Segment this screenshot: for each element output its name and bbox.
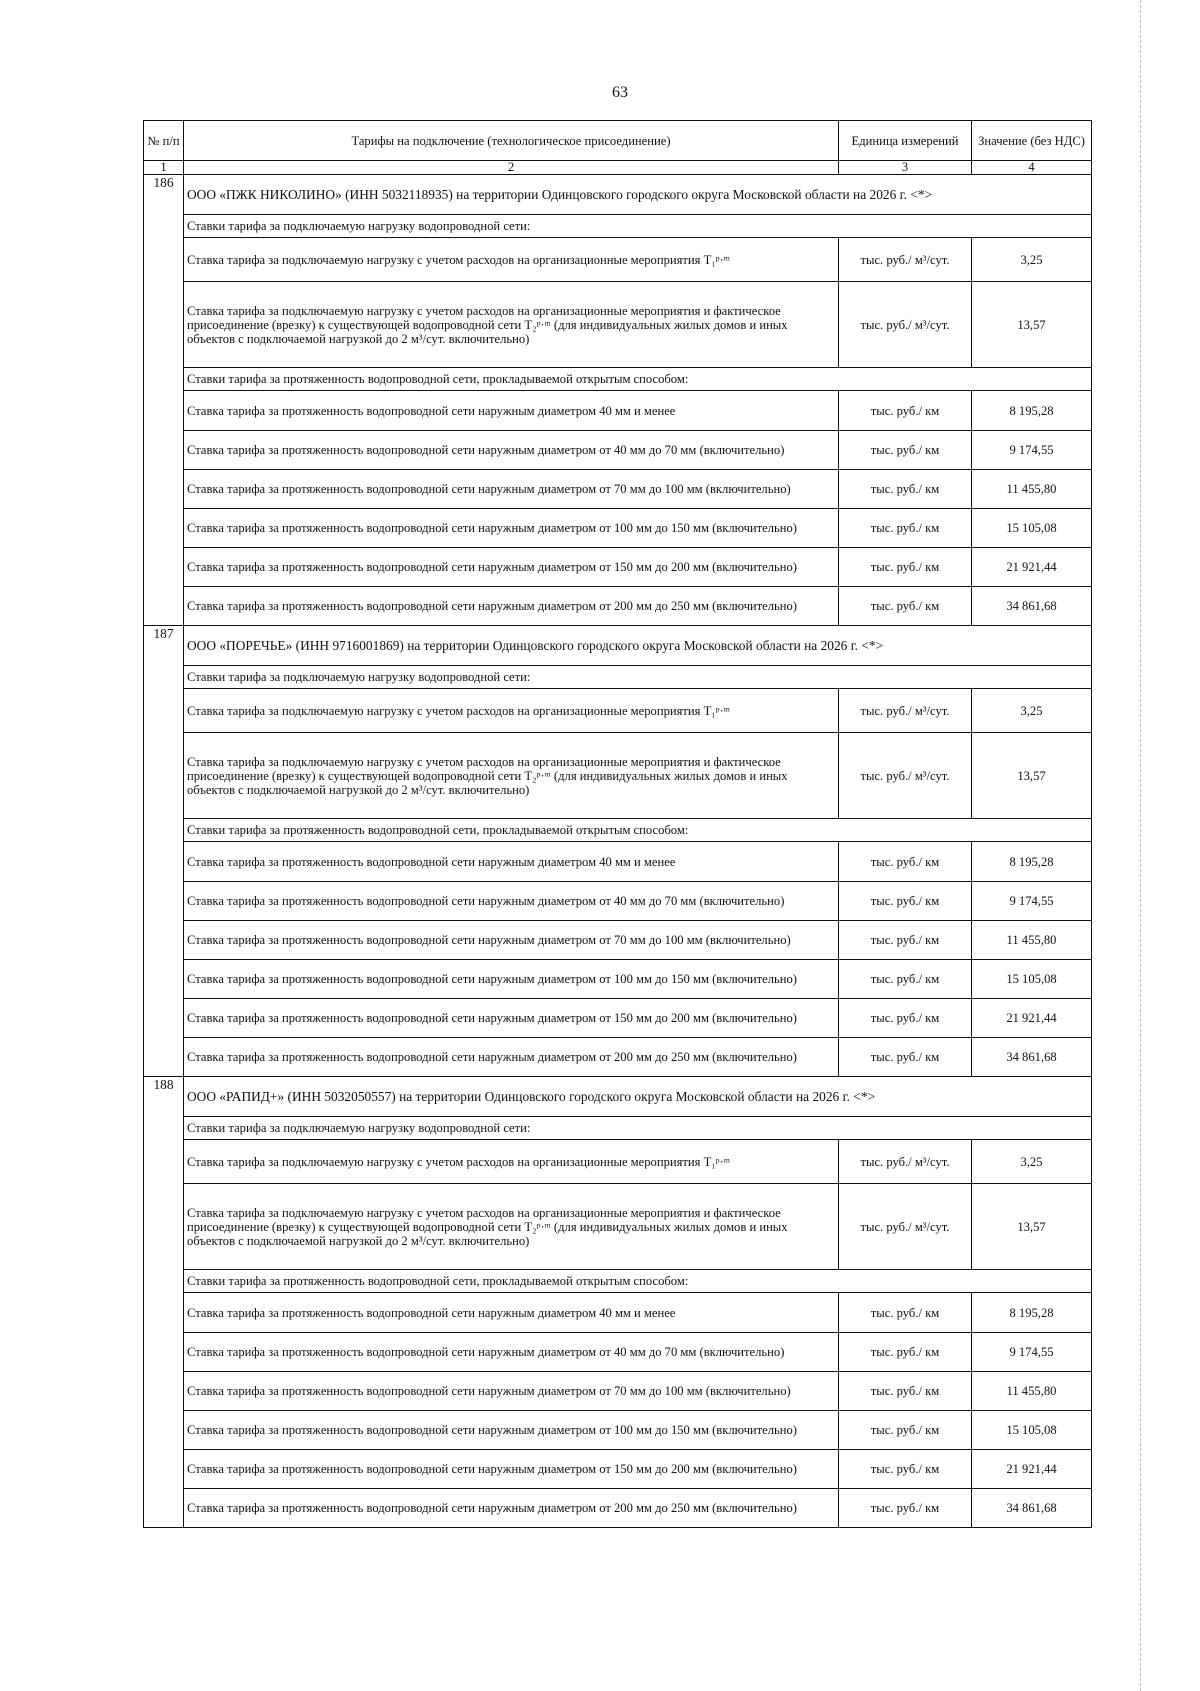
tariff-value: 13,57 (972, 733, 1092, 819)
section-load-title: Ставки тарифа за подключаемую нагрузку водопроводной сети: (184, 1117, 1092, 1140)
org-title: ООО «ПЖК НИКОЛИНО» (ИНН 5032118935) на территории Одинцовского городского округа Московской области на 2026 г. <*> (184, 175, 1092, 215)
tariff-value: 8 195,28 (972, 1293, 1092, 1333)
index-3: 3 (839, 161, 972, 175)
section-length-title: Ставки тарифа за протяженность водопроводной сети, прокладываемой открытым способом: (184, 819, 1092, 842)
table-row (144, 921, 1092, 960)
header-value: Значение (без НДС) (972, 121, 1092, 161)
table-row (144, 587, 1092, 626)
tariff-value: 15 105,08 (972, 509, 1092, 548)
tariff-value: 11 455,80 (972, 470, 1092, 509)
table-row (144, 1489, 1092, 1528)
tariff-description: Ставка тарифа за протяженность водопроводной сети наружным диаметром от 150 мм до 200 мм (включительно) (184, 1450, 839, 1489)
section-length-title: Ставки тарифа за протяженность водопроводной сети, прокладываемой открытым способом: (184, 368, 1092, 391)
page-number: 63 (612, 84, 628, 101)
tariff-value: 15 105,08 (972, 1411, 1092, 1450)
section-row (144, 368, 1092, 391)
table-row (144, 391, 1092, 431)
tariff-description: Ставка тарифа за подключаемую нагрузку с учетом расходов на организационные мероприятия T₁ᵖ·ᵐ (184, 238, 839, 282)
tariff-description: Ставка тарифа за протяженность водопроводной сети наружным диаметром от 200 мм до 250 мм (включительно) (184, 587, 839, 626)
table-row (144, 1411, 1092, 1450)
group-number: 186 (144, 175, 184, 626)
tariff-value: 15 105,08 (972, 960, 1092, 999)
tariff-value: 9 174,55 (972, 1333, 1092, 1372)
scan-edge-marks (1140, 0, 1143, 1691)
tariff-value: 13,57 (972, 1184, 1092, 1270)
table-row (144, 548, 1092, 587)
tariff-description: Ставка тарифа за протяженность водопроводной сети наружным диаметром от 200 мм до 250 мм (включительно) (184, 1489, 839, 1528)
table-row (144, 1372, 1092, 1411)
tariff-description: Ставка тарифа за протяженность водопроводной сети наружным диаметром от 100 мм до 150 мм (включительно) (184, 1411, 839, 1450)
tariff-unit: тыс. руб./ м³/сут. (839, 282, 972, 368)
tariff-value: 34 861,68 (972, 1489, 1092, 1528)
tariff-description: Ставка тарифа за протяженность водопроводной сети наружным диаметром от 40 мм до 70 мм (включительно) (184, 882, 839, 921)
tariff-value: 8 195,28 (972, 391, 1092, 431)
tariff-unit: тыс. руб./ км (839, 921, 972, 960)
tariff-unit: тыс. руб./ км (839, 1333, 972, 1372)
tariff-description: Ставка тарифа за протяженность водопроводной сети наружным диаметром от 70 мм до 100 мм (включительно) (184, 470, 839, 509)
tariff-value: 9 174,55 (972, 431, 1092, 470)
tariff-description: Ставка тарифа за подключаемую нагрузку с учетом расходов на организационные мероприятия T₁ᵖ·ᵐ (184, 689, 839, 733)
tariff-unit: тыс. руб./ км (839, 842, 972, 882)
table-row (144, 1293, 1092, 1333)
tariff-description: Ставка тарифа за протяженность водопроводной сети наружным диаметром от 40 мм до 70 мм (включительно) (184, 1333, 839, 1372)
tariff-unit: тыс. руб./ км (839, 391, 972, 431)
tariff-description: Ставка тарифа за протяженность водопроводной сети наружным диаметром от 100 мм до 150 мм (включительно) (184, 960, 839, 999)
table-row (144, 733, 1092, 819)
table-row (144, 842, 1092, 882)
group-number: 187 (144, 626, 184, 1077)
tariff-value: 3,25 (972, 1140, 1092, 1184)
tariff-unit: тыс. руб./ км (839, 999, 972, 1038)
tariff-value: 3,25 (972, 689, 1092, 733)
group-number: 188 (144, 1077, 184, 1528)
table-row (144, 1038, 1092, 1077)
org-row (144, 175, 1092, 215)
table-row (144, 282, 1092, 368)
table-row (144, 509, 1092, 548)
tariff-unit: тыс. руб./ км (839, 1489, 972, 1528)
tariff-unit: тыс. руб./ км (839, 587, 972, 626)
table-row (144, 431, 1092, 470)
org-row (144, 626, 1092, 666)
tariff-unit: тыс. руб./ м³/сут. (839, 1140, 972, 1184)
section-load-title: Ставки тарифа за подключаемую нагрузку водопроводной сети: (184, 666, 1092, 689)
header-unit: Единица измерений (839, 121, 972, 161)
tariff-unit: тыс. руб./ м³/сут. (839, 1184, 972, 1270)
tariff-unit: тыс. руб./ км (839, 882, 972, 921)
tariff-value: 21 921,44 (972, 999, 1092, 1038)
tariff-description: Ставка тарифа за подключаемую нагрузку с учетом расходов на организационные мероприятия T₁ᵖ·ᵐ (184, 1140, 839, 1184)
tariff-description: Ставка тарифа за протяженность водопроводной сети наружным диаметром 40 мм и менее (184, 1293, 839, 1333)
table-header-row (144, 121, 1092, 161)
org-title: ООО «ПОРЕЧЬЕ» (ИНН 9716001869) на территории Одинцовского городского округа Московской области на 2026 г. <*> (184, 626, 1092, 666)
tariff-unit: тыс. руб./ км (839, 1372, 972, 1411)
tariff-description: Ставка тарифа за протяженность водопроводной сети наружным диаметром 40 мм и менее (184, 391, 839, 431)
header-tariffs: Тарифы на подключение (технологическое присоединение) (184, 121, 839, 161)
tariff-value: 8 195,28 (972, 842, 1092, 882)
tariff-value: 21 921,44 (972, 1450, 1092, 1489)
section-length-title: Ставки тарифа за протяженность водопроводной сети, прокладываемой открытым способом: (184, 1270, 1092, 1293)
tariff-unit: тыс. руб./ км (839, 548, 972, 587)
table-row (144, 1140, 1092, 1184)
tariff-value: 11 455,80 (972, 1372, 1092, 1411)
table-row (144, 960, 1092, 999)
header-number: № п/п (144, 121, 184, 161)
tariff-description: Ставка тарифа за подключаемую нагрузку с учетом расходов на организационные мероприятия и фактическое присоединение (врезку) к существующей водопроводной сети T₂ᵖ·ᵐ (для индивидуальных жилых домов и иных объектов с подключаемой нагрузкой до 2 м³/сут. включительно) (184, 282, 839, 368)
tariff-value: 3,25 (972, 238, 1092, 282)
tariff-description: Ставка тарифа за протяженность водопроводной сети наружным диаметром от 40 мм до 70 мм (включительно) (184, 431, 839, 470)
tariff-unit: тыс. руб./ км (839, 960, 972, 999)
tariff-description: Ставка тарифа за протяженность водопроводной сети наружным диаметром от 150 мм до 200 мм (включительно) (184, 548, 839, 587)
tariff-unit: тыс. руб./ м³/сут. (839, 689, 972, 733)
table-body (144, 175, 1092, 1528)
org-row (144, 1077, 1092, 1117)
tariff-description: Ставка тарифа за протяженность водопроводной сети наружным диаметром 40 мм и менее (184, 842, 839, 882)
table-row (144, 470, 1092, 509)
org-title: ООО «РАПИД+» (ИНН 5032050557) на территории Одинцовского городского округа Московской области на 2026 г. <*> (184, 1077, 1092, 1117)
tariff-description: Ставка тарифа за подключаемую нагрузку с учетом расходов на организационные мероприятия и фактическое присоединение (врезку) к существующей водопроводной сети T₂ᵖ·ᵐ (для индивидуальных жилых домов и иных объектов с подключаемой нагрузкой до 2 м³/сут. включительно) (184, 1184, 839, 1270)
tariff-description: Ставка тарифа за протяженность водопроводной сети наружным диаметром от 150 мм до 200 мм (включительно) (184, 999, 839, 1038)
table-row (144, 1333, 1092, 1372)
table-row (144, 238, 1092, 282)
tariff-value: 9 174,55 (972, 882, 1092, 921)
tariff-unit: тыс. руб./ км (839, 1450, 972, 1489)
section-row (144, 215, 1092, 238)
tariff-description: Ставка тарифа за протяженность водопроводной сети наружным диаметром от 70 мм до 100 мм (включительно) (184, 1372, 839, 1411)
section-row (144, 666, 1092, 689)
tariff-unit: тыс. руб./ м³/сут. (839, 733, 972, 819)
tariff-value: 13,57 (972, 282, 1092, 368)
table-index-row (144, 161, 1092, 175)
index-4: 4 (972, 161, 1092, 175)
tariff-description: Ставка тарифа за протяженность водопроводной сети наружным диаметром от 70 мм до 100 мм (включительно) (184, 921, 839, 960)
tariff-unit: тыс. руб./ км (839, 1411, 972, 1450)
tariff-unit: тыс. руб./ км (839, 431, 972, 470)
table-row (144, 689, 1092, 733)
tariff-value: 34 861,68 (972, 587, 1092, 626)
section-load-title: Ставки тарифа за подключаемую нагрузку водопроводной сети: (184, 215, 1092, 238)
tariff-value: 11 455,80 (972, 921, 1092, 960)
tariff-value: 34 861,68 (972, 1038, 1092, 1077)
table-row (144, 882, 1092, 921)
tariff-description: Ставка тарифа за протяженность водопроводной сети наружным диаметром от 100 мм до 150 мм (включительно) (184, 509, 839, 548)
section-row (144, 1117, 1092, 1140)
tariff-unit: тыс. руб./ км (839, 1038, 972, 1077)
section-row (144, 1270, 1092, 1293)
index-2: 2 (184, 161, 839, 175)
index-1: 1 (144, 161, 184, 175)
section-row (144, 819, 1092, 842)
tariff-description: Ставка тарифа за подключаемую нагрузку с учетом расходов на организационные мероприятия и фактическое присоединение (врезку) к существующей водопроводной сети T₂ᵖ·ᵐ (для индивидуальных жилых домов и иных объектов с подключаемой нагрузкой до 2 м³/сут. включительно) (184, 733, 839, 819)
tariff-unit: тыс. руб./ м³/сут. (839, 238, 972, 282)
tariff-value: 21 921,44 (972, 548, 1092, 587)
table-row (144, 1184, 1092, 1270)
tariff-unit: тыс. руб./ км (839, 470, 972, 509)
table-row (144, 1450, 1092, 1489)
tariff-unit: тыс. руб./ км (839, 1293, 972, 1333)
tariff-table (143, 120, 1092, 1528)
tariff-unit: тыс. руб./ км (839, 509, 972, 548)
tariff-description: Ставка тарифа за протяженность водопроводной сети наружным диаметром от 200 мм до 250 мм (включительно) (184, 1038, 839, 1077)
table-row (144, 999, 1092, 1038)
